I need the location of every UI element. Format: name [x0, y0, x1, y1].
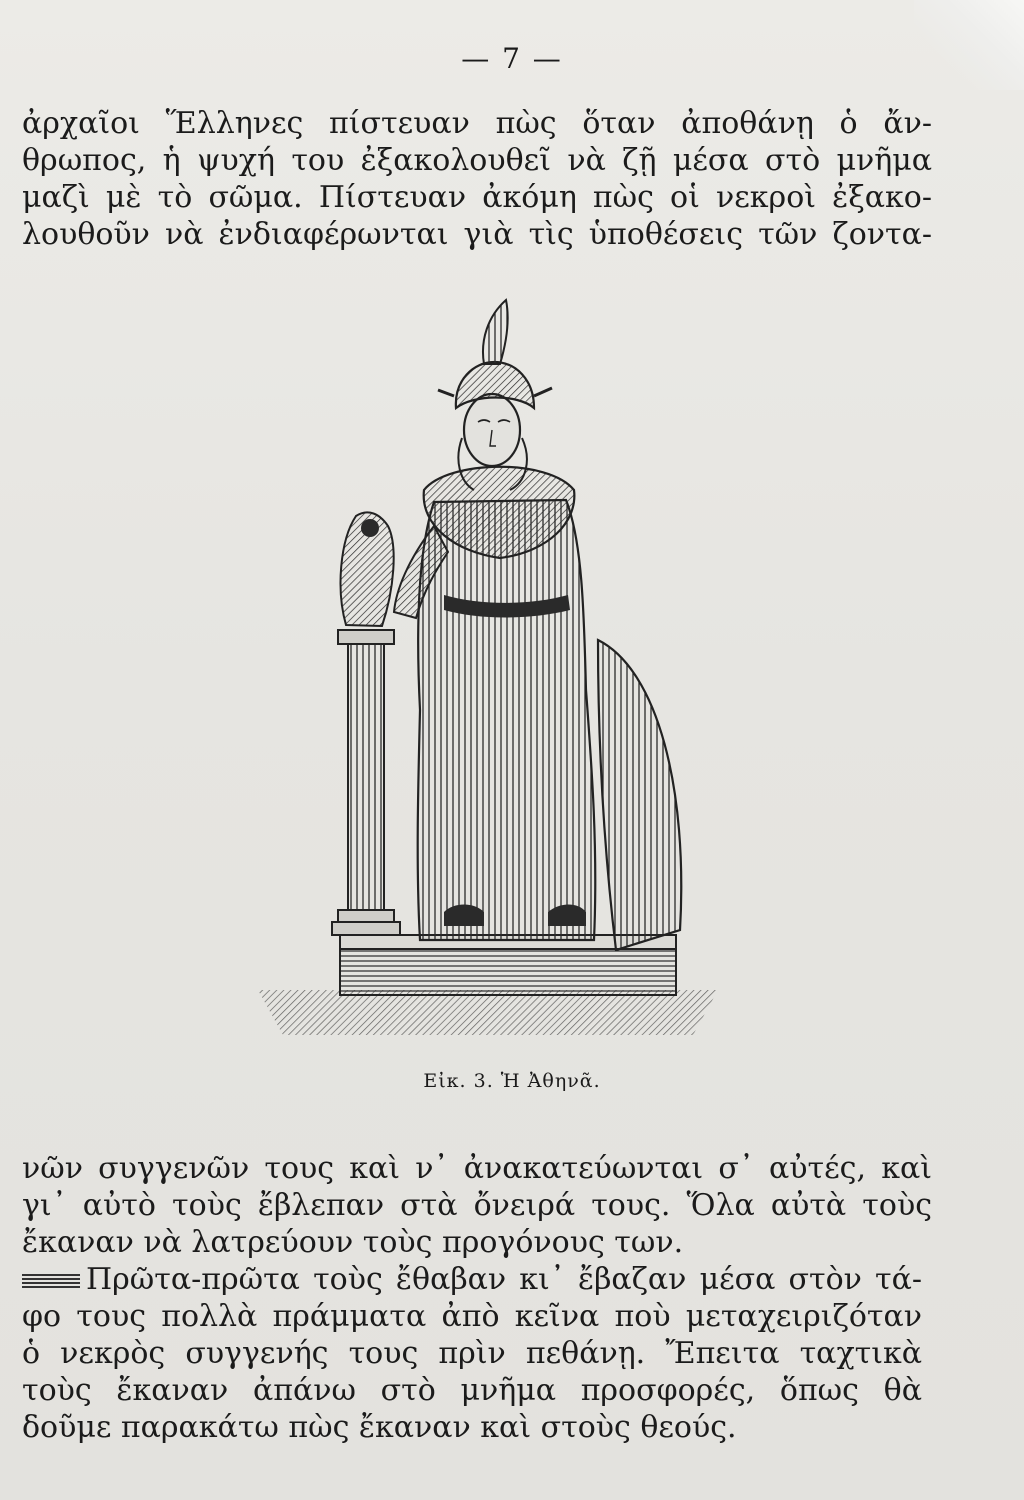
athena-statue-illustration: [248, 290, 728, 1050]
page-number: — 7 —: [461, 42, 563, 75]
text-line-first: [22, 1261, 922, 1298]
figure-caption: Εἰκ. 3. Ἡ Ἀθηνᾶ.: [423, 1070, 601, 1092]
text-line: θρωπος, ἡ ψυχή του ἐξακολουθεῖ νὰ ζῇ μέσα στὸ μνῆμα: [22, 143, 932, 178]
text-line: λουθοῦν νὰ ἐνδιαφέρωνται γιὰ τὶς ὑποθέσεις τῶν ζοντα-: [22, 217, 932, 252]
bottom-paragraph-2: [22, 1261, 922, 1446]
text-line: νῶν συγγενῶν τους καὶ ν᾽ ἀνακατεύωνται σ᾽ αὐτές, καὶ: [22, 1151, 932, 1186]
text-line: φο τους πολλὰ πράμματα ἀπὸ κεῖνα ποὺ μεταχειριζόταν: [22, 1299, 922, 1334]
top-paragraph: [22, 105, 932, 253]
text-line: δοῦμε παρακάτω πὼς ἔκαναν καὶ στοὺς θεούς.: [22, 1410, 737, 1445]
text-line: ἀρχαῖοι Ἕλληνες πίστευαν πὼς ὅταν ἀποθάνῃ ὁ ἄν-: [22, 106, 932, 141]
text-line: ὁ νεκρὸς συγγενής τους πρὶν πεθάνῃ. Ἔπειτα ταχτικὰ: [22, 1336, 922, 1371]
text-line: τοὺς ἔκαναν ἀπάνω στὸ μνῆμα προσφορές, ὅπως θὰ: [22, 1373, 922, 1408]
bottom-paragraph-1: [22, 1150, 932, 1261]
text-line: ἔκαναν νὰ λατρεύουν τοὺς προγόνους των.: [22, 1225, 684, 1260]
athena-statue-icon: [248, 290, 728, 1050]
paragraph-dash-mark: [22, 1274, 80, 1288]
text-line: μαζὶ μὲ τὸ σῶμα. Πίστευαν ἀκόμη πὼς οἱ νεκροὶ ἐξακο-: [22, 180, 932, 215]
text-line: γι᾽ αὐτὸ τοὺς ἔβλεπαν στὰ ὄνειρά τους. Ὅλα αὐτὰ τοὺς: [22, 1188, 932, 1223]
text-line-content: Πρῶτα-πρῶτα τοὺς ἔθαβαν κι᾽ ἔβαζαν μέσα στὸν τά-: [86, 1262, 922, 1297]
